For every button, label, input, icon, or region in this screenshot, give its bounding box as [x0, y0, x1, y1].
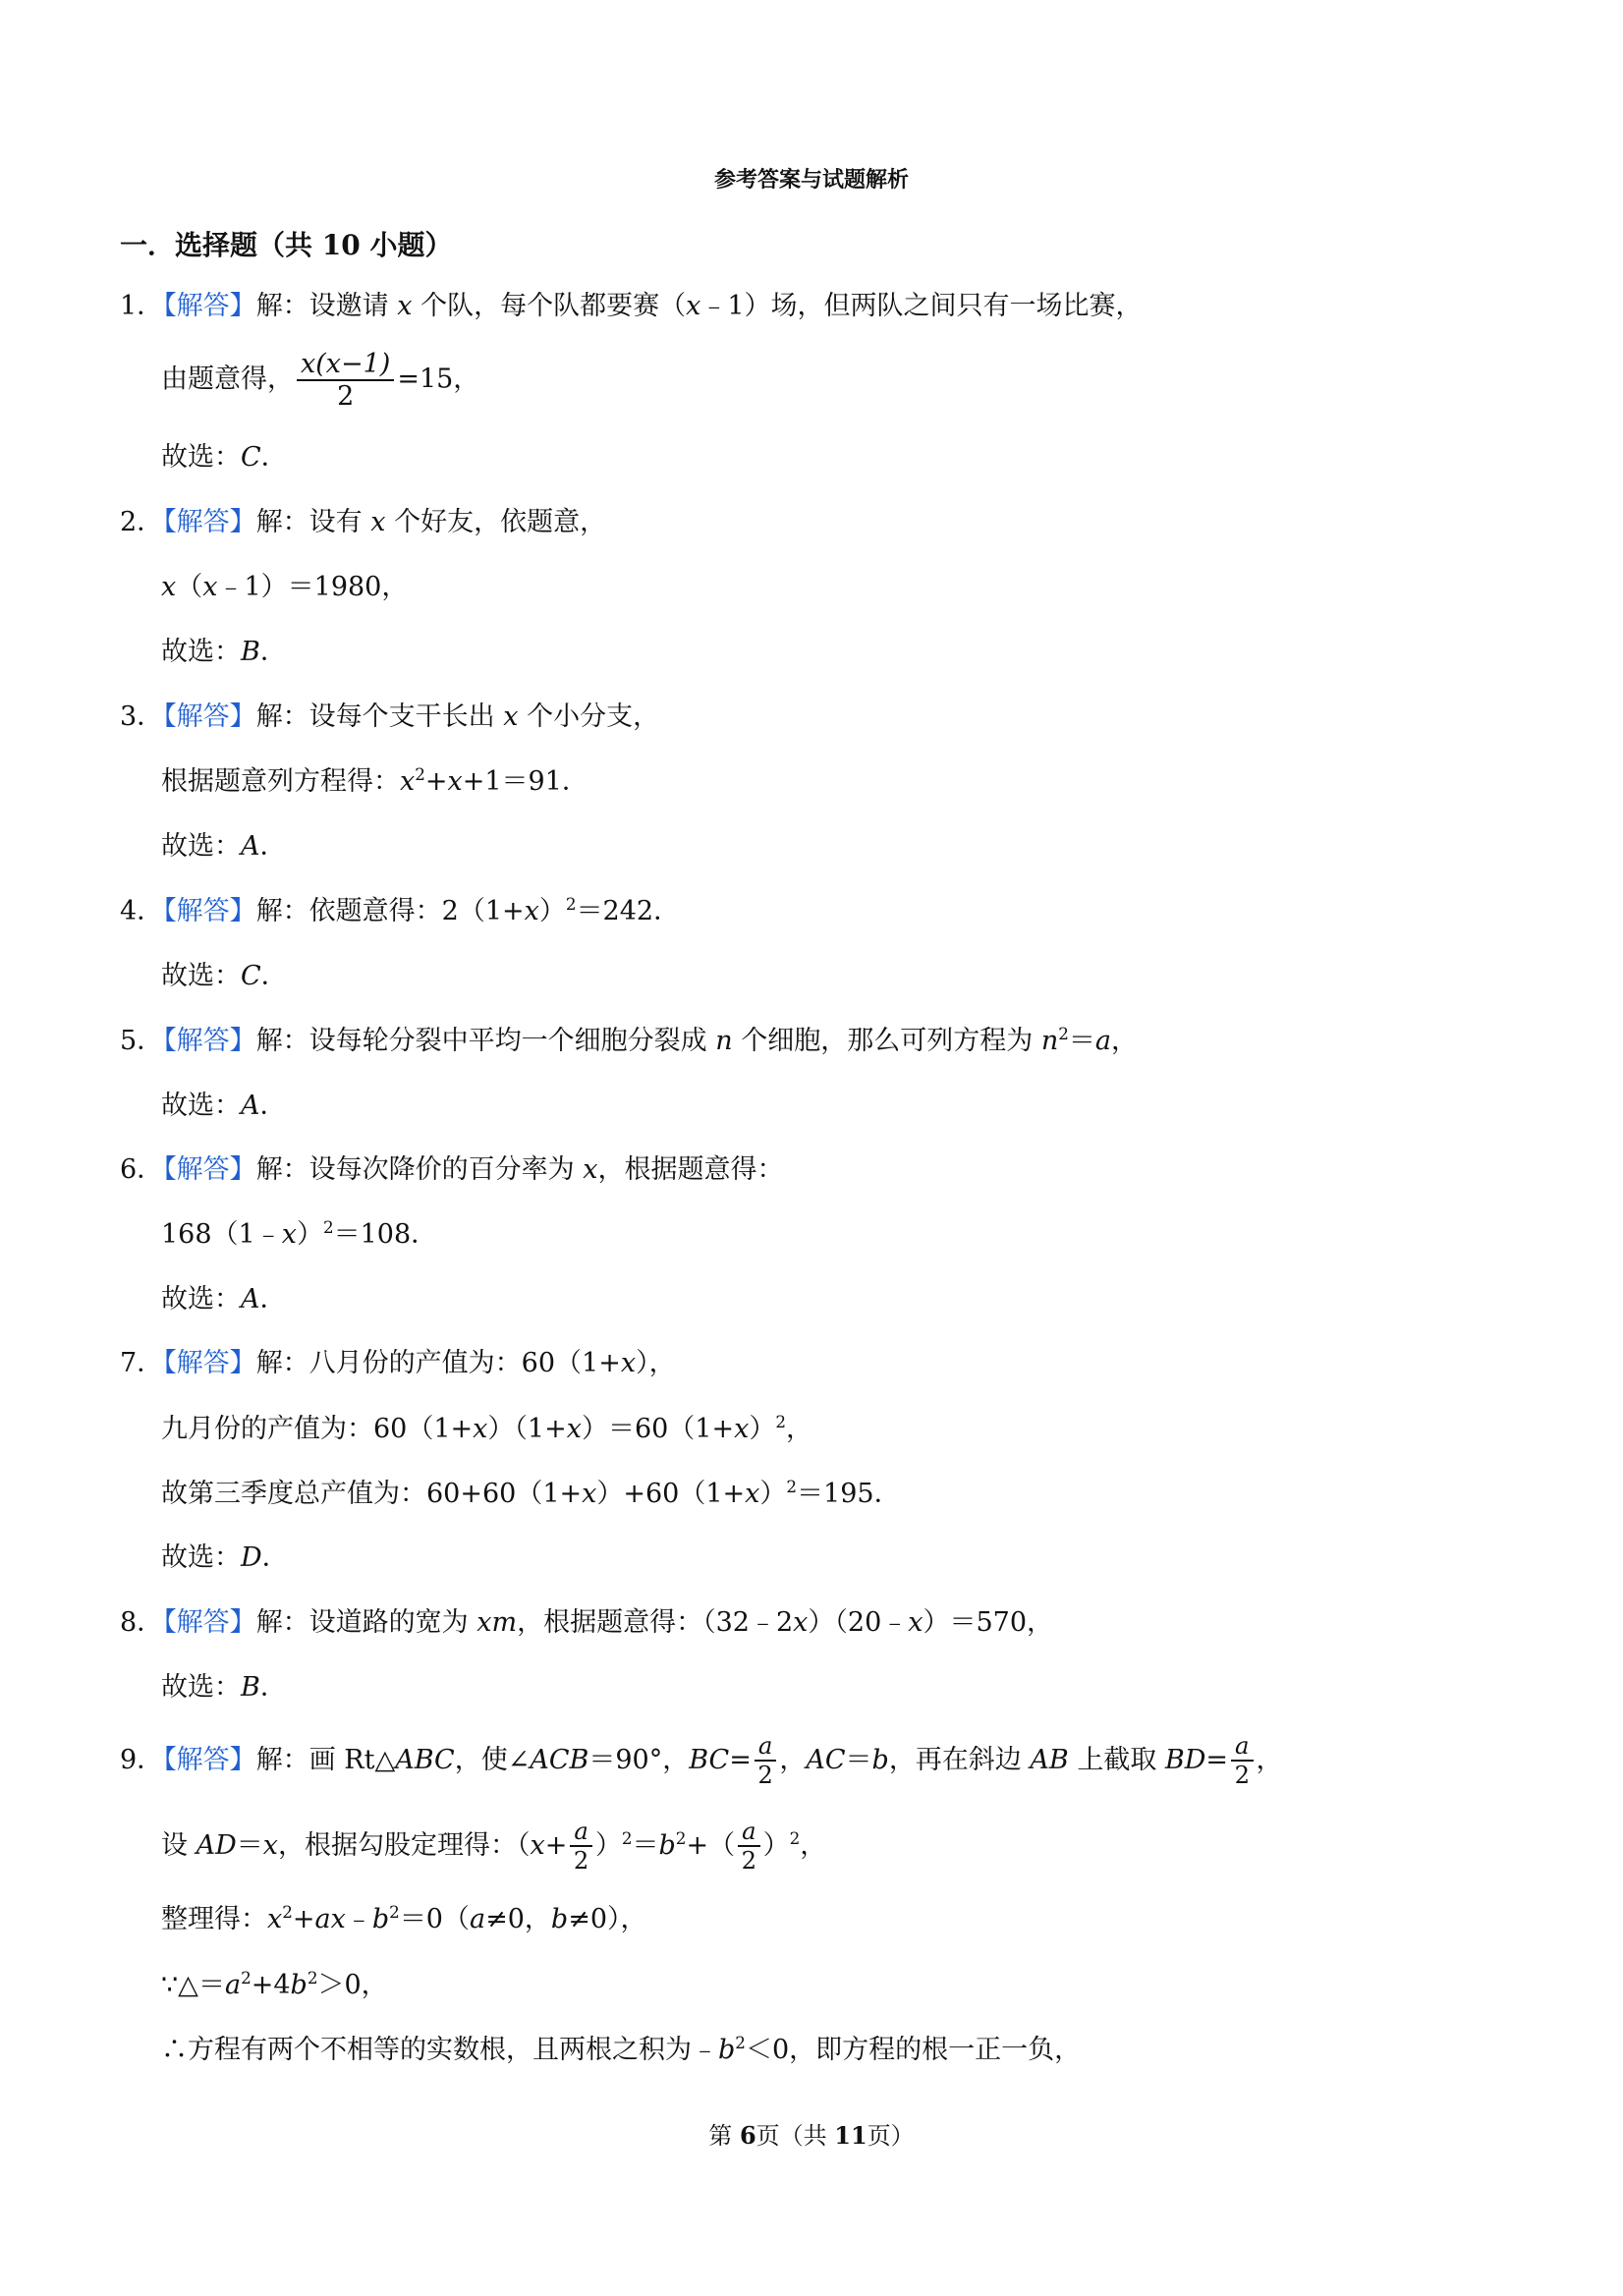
q8-line-2: 故选：B．	[161, 1672, 287, 1703]
q7-number: 7．	[120, 1348, 164, 1378]
q2-number: 2．	[120, 507, 164, 537]
fraction: $\frac{x(x-1)}{2}$	[297, 351, 394, 410]
q2-line-3: 故选：B．	[161, 637, 287, 667]
q6-number: 6．	[120, 1154, 164, 1185]
page-number: 6	[739, 2121, 756, 2150]
q1-line-2: 由题意得， $\frac{x(x-1)}{2}$ =15，	[161, 349, 480, 412]
q3-line-1: 3．【解答】解：设每个支干长出 x 个小分支，	[120, 701, 660, 732]
q1-line-3: 故选：C．	[161, 442, 288, 473]
q5-line-1: 5．【解答】解：设每轮分裂中平均一个细胞分裂成 n 个细胞，那么可列方程为 $n^2=a$，	[120, 1023, 1138, 1056]
answer-tag: 【解答】	[163, 1607, 256, 1638]
answer-tag: 【解答】	[163, 896, 256, 926]
q8-line-1: 8．【解答】解：设道路的宽为 xm，根据题意得：（32﹣2x）（20﹣x）＝570，	[120, 1607, 1054, 1638]
q6-line-1: 6．【解答】解：设每次降价的百分率为 x，根据题意得：	[120, 1154, 784, 1185]
answer-tag: 【解答】	[163, 1744, 256, 1775]
fraction: $\frac{a}{2}$	[1231, 1734, 1254, 1788]
q1-number: 1．	[120, 291, 164, 321]
q4-line-1: 4．【解答】解：依题意得：$2(1+x)^2=242$．	[120, 893, 681, 926]
q9-line-3: 整理得：$x^2+ax﹣b^2=0(a\ne 0$，b≠0），	[161, 1901, 647, 1934]
q3-line-3: 故选：A．	[161, 831, 287, 862]
answer-tag: 【解答】	[163, 507, 256, 537]
q9-line-2: 设 AD＝x，根据勾股定理得：（x+ $\frac{a}{2}$ ）$^2=b^2+$（ $\frac{a}{2}$ ）$^2$，	[161, 1817, 827, 1876]
q5-line-2: 故选：A．	[161, 1091, 287, 1121]
answer-tag: 【解答】	[163, 1026, 256, 1056]
q6-line-2: 168（1﹣x）$^2$＝108．	[161, 1216, 438, 1250]
q1-line-1: 1．【解答】解：设邀请 x 个队，每个队都要赛（x﹣1）场，但两队之间只有一场比赛，	[120, 291, 1143, 321]
q9-number: 9．	[120, 1744, 164, 1775]
fraction: $\frac{a}{2}$	[755, 1734, 777, 1788]
q8-number: 8．	[120, 1607, 164, 1638]
page-footer: 第 6页（共 11页）	[708, 2121, 915, 2150]
answer-tag: 【解答】	[163, 701, 256, 732]
q4-line-2: 故选：C．	[161, 961, 288, 991]
q7-line-1: 7．【解答】解：八月份的产值为：60（1+x），	[120, 1348, 676, 1378]
q7-line-2: 九月份的产值为：$60(1+x)(1+x)=60(1+x)^2$，	[161, 1411, 813, 1444]
q2-line-2: x（x﹣1）＝1980，	[161, 572, 409, 602]
q5-number: 5．	[120, 1026, 164, 1056]
section-heading: 一．选择题（共 10 小题）	[120, 229, 453, 261]
q7-line-3: 故第三季度总产值为：$60+60(1+x)+60(1+x)^2=195$．	[161, 1476, 901, 1509]
q7-line-4: 故选：D．	[161, 1542, 289, 1573]
q3-line-2: 根据题意列方程得：$x^2+x+1=91$．	[161, 763, 588, 797]
answer-tag: 【解答】	[163, 1348, 256, 1378]
q9-line-5: ∴方程有两个不相等的实数根，且两根之积为$﹣b^2<0$，即方程的根一正一负，	[161, 2032, 1082, 2065]
q9-line-4: $\because\triangle=a^2+4b^2>0$，	[161, 1967, 388, 2000]
q6-line-3: 故选：A．	[161, 1284, 287, 1315]
fraction: $\frac{a}{2}$	[738, 1820, 760, 1874]
page-total: 11	[834, 2121, 867, 2150]
q2-line-1: 2．【解答】解：设有 x 个好友，依题意，	[120, 507, 607, 537]
answer-tag: 【解答】	[163, 1154, 256, 1185]
answer-tag: 【解答】	[163, 291, 256, 321]
q3-number: 3．	[120, 701, 164, 732]
page-title: 参考答案与试题解析	[713, 167, 909, 193]
q4-number: 4．	[120, 896, 164, 926]
q9-line-1: 9．【解答】解：画 Rt△ABC，使∠ACB＝90°，BC= $\frac{a}{2}$ ，AC＝b，再在斜边 AB 上截取 BD= $\frac{a}{2}$ ，	[120, 1731, 1283, 1790]
fraction: $\frac{a}{2}$	[570, 1820, 592, 1874]
